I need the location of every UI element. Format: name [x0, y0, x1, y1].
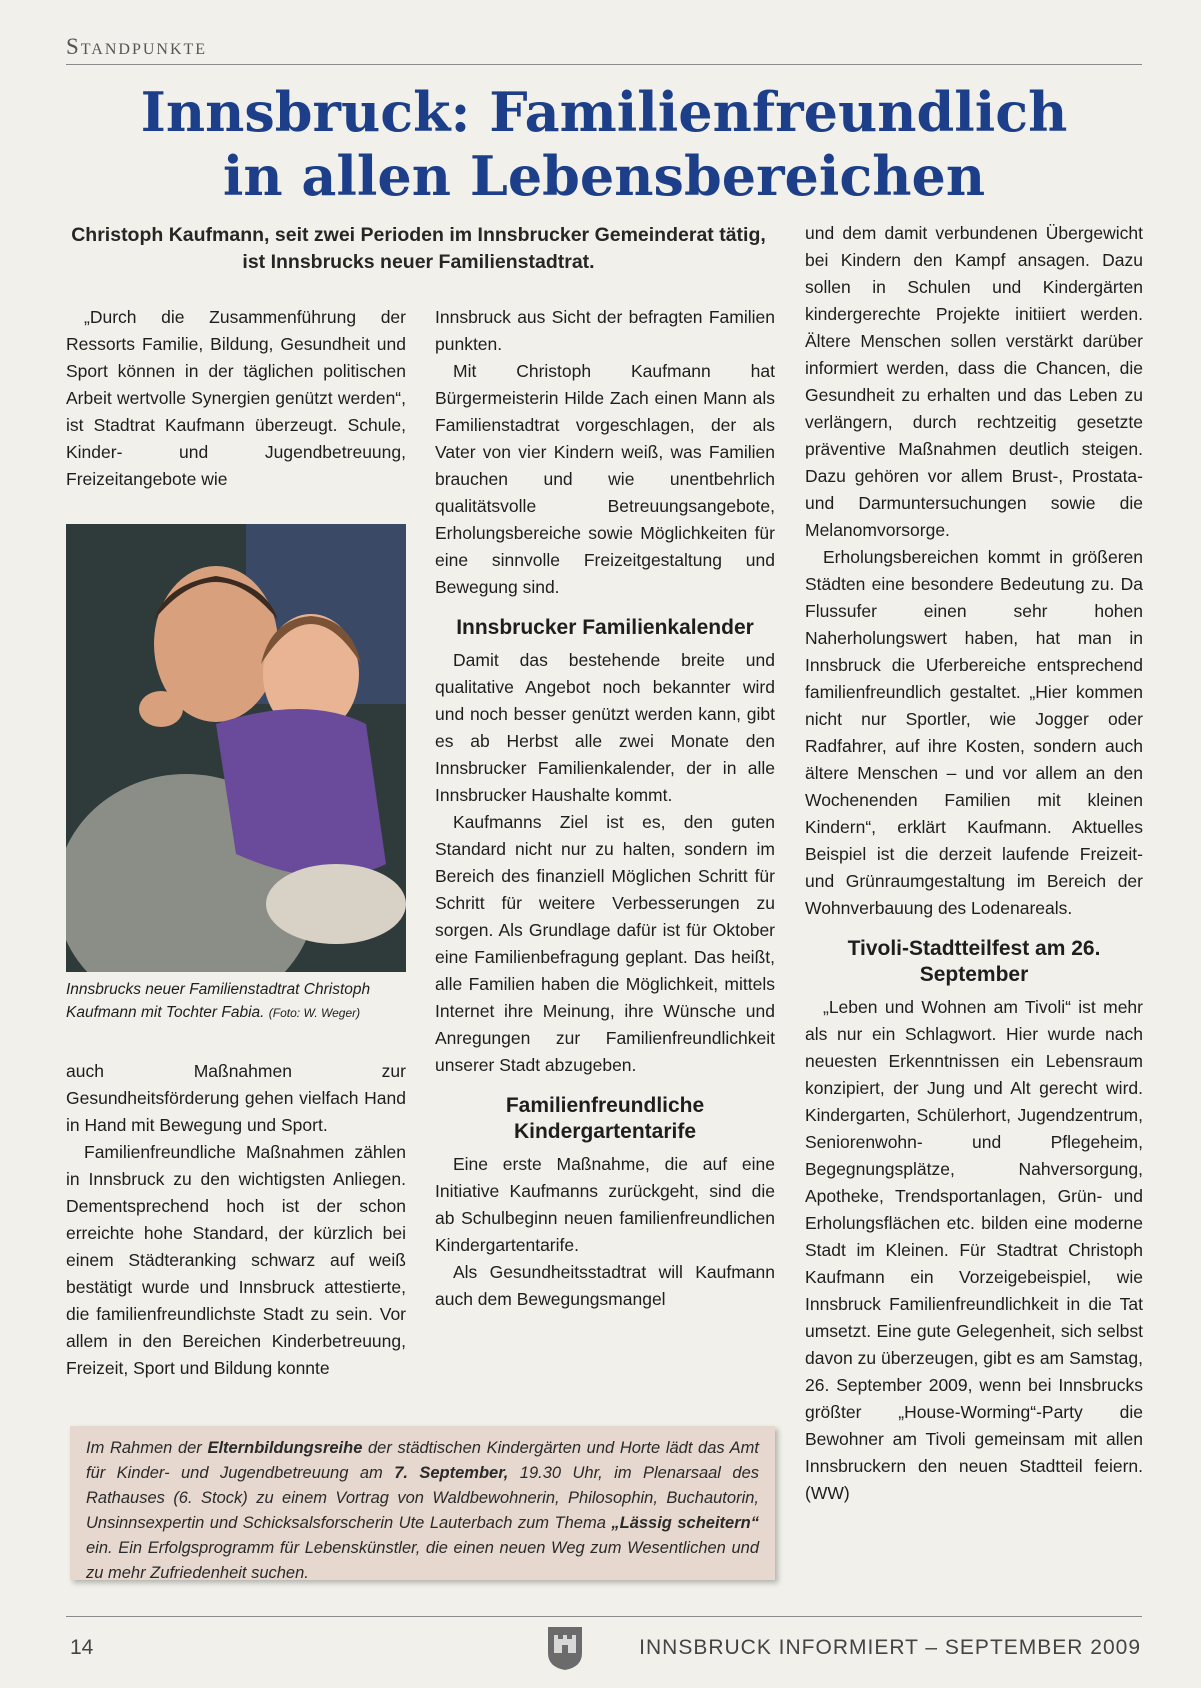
column-1-top: [66, 304, 406, 493]
paragraph: auch Maßnahmen zur Gesundheitsförderung gehen vielfach Hand in Hand mit Bewegung und Sport.: [66, 1061, 406, 1135]
paragraph: Erholungsbereichen kommt in größeren Städten eine besondere Bedeutung zu. Da Flussufer einen sehr hohen Naherholungswert haben, hat man in Innsbruck die Uferbereiche entsprechend familienfreundlich gestaltet. „Hier kommen nicht nur Sportler, wie Jogger oder Radfahrer, auf ihre Kosten, sondern auch ältere Menschen – und vor allem an den Wochenenden Familien mit kleinen Kindern“, erklärt Kaufmann. Aktuelles Beispiel ist die derzeit laufende Freizeit- und Grünraumgestaltung im Bereich der Wohnverbauung des Lodenareals.: [805, 547, 1143, 918]
paragraph: „Durch die Zusammenführung der Ressorts Familie, Bildung, Gesundheit und Sport können in der täglichen politischen Arbeit wertvolle Synergien genützt werden“, ist Stadtrat Kaufmann überzeugt. Schule, Kinder- und Jugendbetreuung, Freizeitangebote wie: [66, 307, 406, 489]
page-number: 14: [70, 1636, 94, 1659]
info-bold: „Lässig scheitern“: [611, 1514, 759, 1532]
headline: [66, 80, 1142, 208]
photo-credit: (Foto: W. Weger): [268, 1006, 361, 1020]
info-text: Im Rahmen der: [86, 1439, 208, 1457]
info-box-elternbildung: [70, 1426, 775, 1580]
lead-paragraph: Christoph Kaufmann, seit zwei Perioden im Innsbrucker Gemeinderat tätig, ist Innsbrucks neuer Familienstadtrat.: [71, 224, 766, 273]
headline-line-1: Innsbruck: Familienfreundlich: [140, 80, 1068, 144]
paragraph: Mit Christoph Kaufmann hat Bürgermeisterin Hilde Zach einen Mann als Familienstadtrat vorgeschlagen, der als Vater von vier Kindern weiß, was Familien brauchen und wie unentbehrlich qualitätsvolle Betreuungsangebote, Erholungsbereiche sowie Möglichkeiten für eine sinnvolle Freizeitgestaltung und Bewegung sind.: [435, 361, 775, 597]
photo-caption: [66, 978, 406, 1025]
photo-kaufmann-with-daughter: [66, 524, 406, 972]
paragraph: Damit das bestehende breite und qualitative Angebot noch bekannter wird und noch besser genützt werden kann, gibt es ab Herbst alle zwei Monate den Innsbrucker Familienkalender, der in alle Innsbrucker Haushalte kommt.: [435, 650, 775, 805]
photo-illustration: [66, 524, 406, 972]
column-3: [805, 220, 1143, 1507]
bottom-divider: [66, 1616, 1142, 1617]
paragraph: „Leben und Wohnen am Tivoli“ ist mehr als nur ein Schlagwort. Hier wurde nach neuesten Erkenntnissen ein Lebensraum konzipiert, der Jung und Alt gerecht wird. Kindergarten, Schülerhort, Jugendzentrum, Seniorenwohn- und Pflegeheim, Begegnungsplätze, Nahversorgung, Apotheke, Trendsportanlagen, Grün- und Erholungsflächen etc. bilden eine moderne Stadt im Kleinen. Für Stadtrat Christoph Kaufmann ein Vorzeigebeispiel, wie Innsbruck Familienfreundlichkeit in die Tat umsetzt. Eine gute Gelegenheit, sich selbst davon zu überzeugen, gibt es am Samstag, 26. September 2009, wenn bei Innsbrucks größter „House-Worming“-Party die Bewohner am Tivoli gemeinsam mit allen Innsbruckern den neuen Stadtteil feiern. (WW): [805, 997, 1143, 1503]
subheading-tivoli: Tivoli-Stadtteilfest am 26. September: [847, 937, 1101, 986]
info-text: der städtischen Kindergärten und Horte lädt das Amt für Kinder- und Jugendbetreuung am: [86, 1439, 760, 1482]
subheading-kindergartentarife: Familienfreundliche Kindergartentarife: [505, 1094, 705, 1143]
city-crest-icon: [546, 1625, 584, 1671]
info-bold: Elternbildungsreihe: [207, 1439, 363, 1457]
column-2: [435, 304, 775, 1313]
section-label: Standpunkte: [66, 34, 208, 59]
publication-title: INNSBRUCK INFORMIERT – SEPTEMBER 2009: [639, 1636, 1141, 1659]
paragraph: Eine erste Maßnahme, die auf eine Initiative Kaufmanns zurückgeht, sind die ab Schulbeginn neuen familienfreundlichen Kindergartentarife.: [435, 1154, 775, 1255]
paragraph: Innsbruck aus Sicht der befragten Familien punkten.: [435, 307, 775, 354]
info-text: ein. Ein Erfolgsprogramm für Lebenskünstler, die einen neuen Weg zum Wesentlichen und zu mehr Zufriedenheit suchen.: [86, 1539, 759, 1582]
paragraph: Als Gesundheitsstadtrat will Kaufmann auch dem Bewegungsmangel: [435, 1262, 775, 1309]
info-text: 19.30 Uhr, im Plenarsaal des Rathauses (6. Stock) zu einem Vortrag von Waldbewohnerin, Philosophin, Buchautorin, Unsinnsexpertin und Schicksalsforscherin Ute Lauterbach zum Thema: [86, 1464, 760, 1532]
subheading-familienkalender: Innsbrucker Familienkalender: [456, 616, 754, 639]
top-divider: [66, 64, 1142, 65]
headline-line-2: in allen Lebensbereichen: [222, 144, 986, 208]
column-1-bottom: [66, 1058, 406, 1382]
paragraph: Familienfreundliche Maßnahmen zählen in Innsbruck zu den wichtigsten Anliegen. Dementsprechend hoch ist der schon erreichte hohe Standard, der kürzlich bei einem Städteranking schwarz auf weiß bestätigt wurde und Innsbruck attestierte, die familienfreundlichste Stadt zu sein. Vor allem in den Bereichen Kinderbetreuung, Freizeit, Sport und Bildung konnte: [66, 1142, 406, 1378]
paragraph: Kaufmanns Ziel ist es, den guten Standard nicht nur zu halten, sondern im Bereich des finanziell Möglichen Schritt für Schritt für weitere Verbesserungen zu sorgen. Als Grundlage dafür ist für Oktober eine Familienbefragung geplant. Das heißt, alle Familien haben die Möglichkeit, mittels Internet ihre Meinung, ihre Wünsche und Anregungen zur Familienfreundlichkeit unserer Stadt abzugeben.: [435, 812, 775, 1075]
paragraph: und dem damit verbundenen Übergewicht bei Kindern den Kampf ansagen. Dazu sollen in Schulen und Kindergärten kindergerechte Projekte initiiert werden. Ältere Menschen sollen verstärkt darüber informiert werden, dass die Chancen, die Gesundheit zu erhalten und das Leben zu verlängern, durch rechtzeitig gesetzte präventive Maßnahmen deutlich steigen. Dazu gehören vor allem Brust-, Prostata- und Darmuntersuchungen sowie die Melanomvorsorge.: [805, 223, 1143, 540]
caption-text: Innsbrucks neuer Familienstadtrat Christoph Kaufmann mit Tochter Fabia.: [66, 981, 371, 1021]
info-bold: 7. September,: [394, 1464, 509, 1482]
